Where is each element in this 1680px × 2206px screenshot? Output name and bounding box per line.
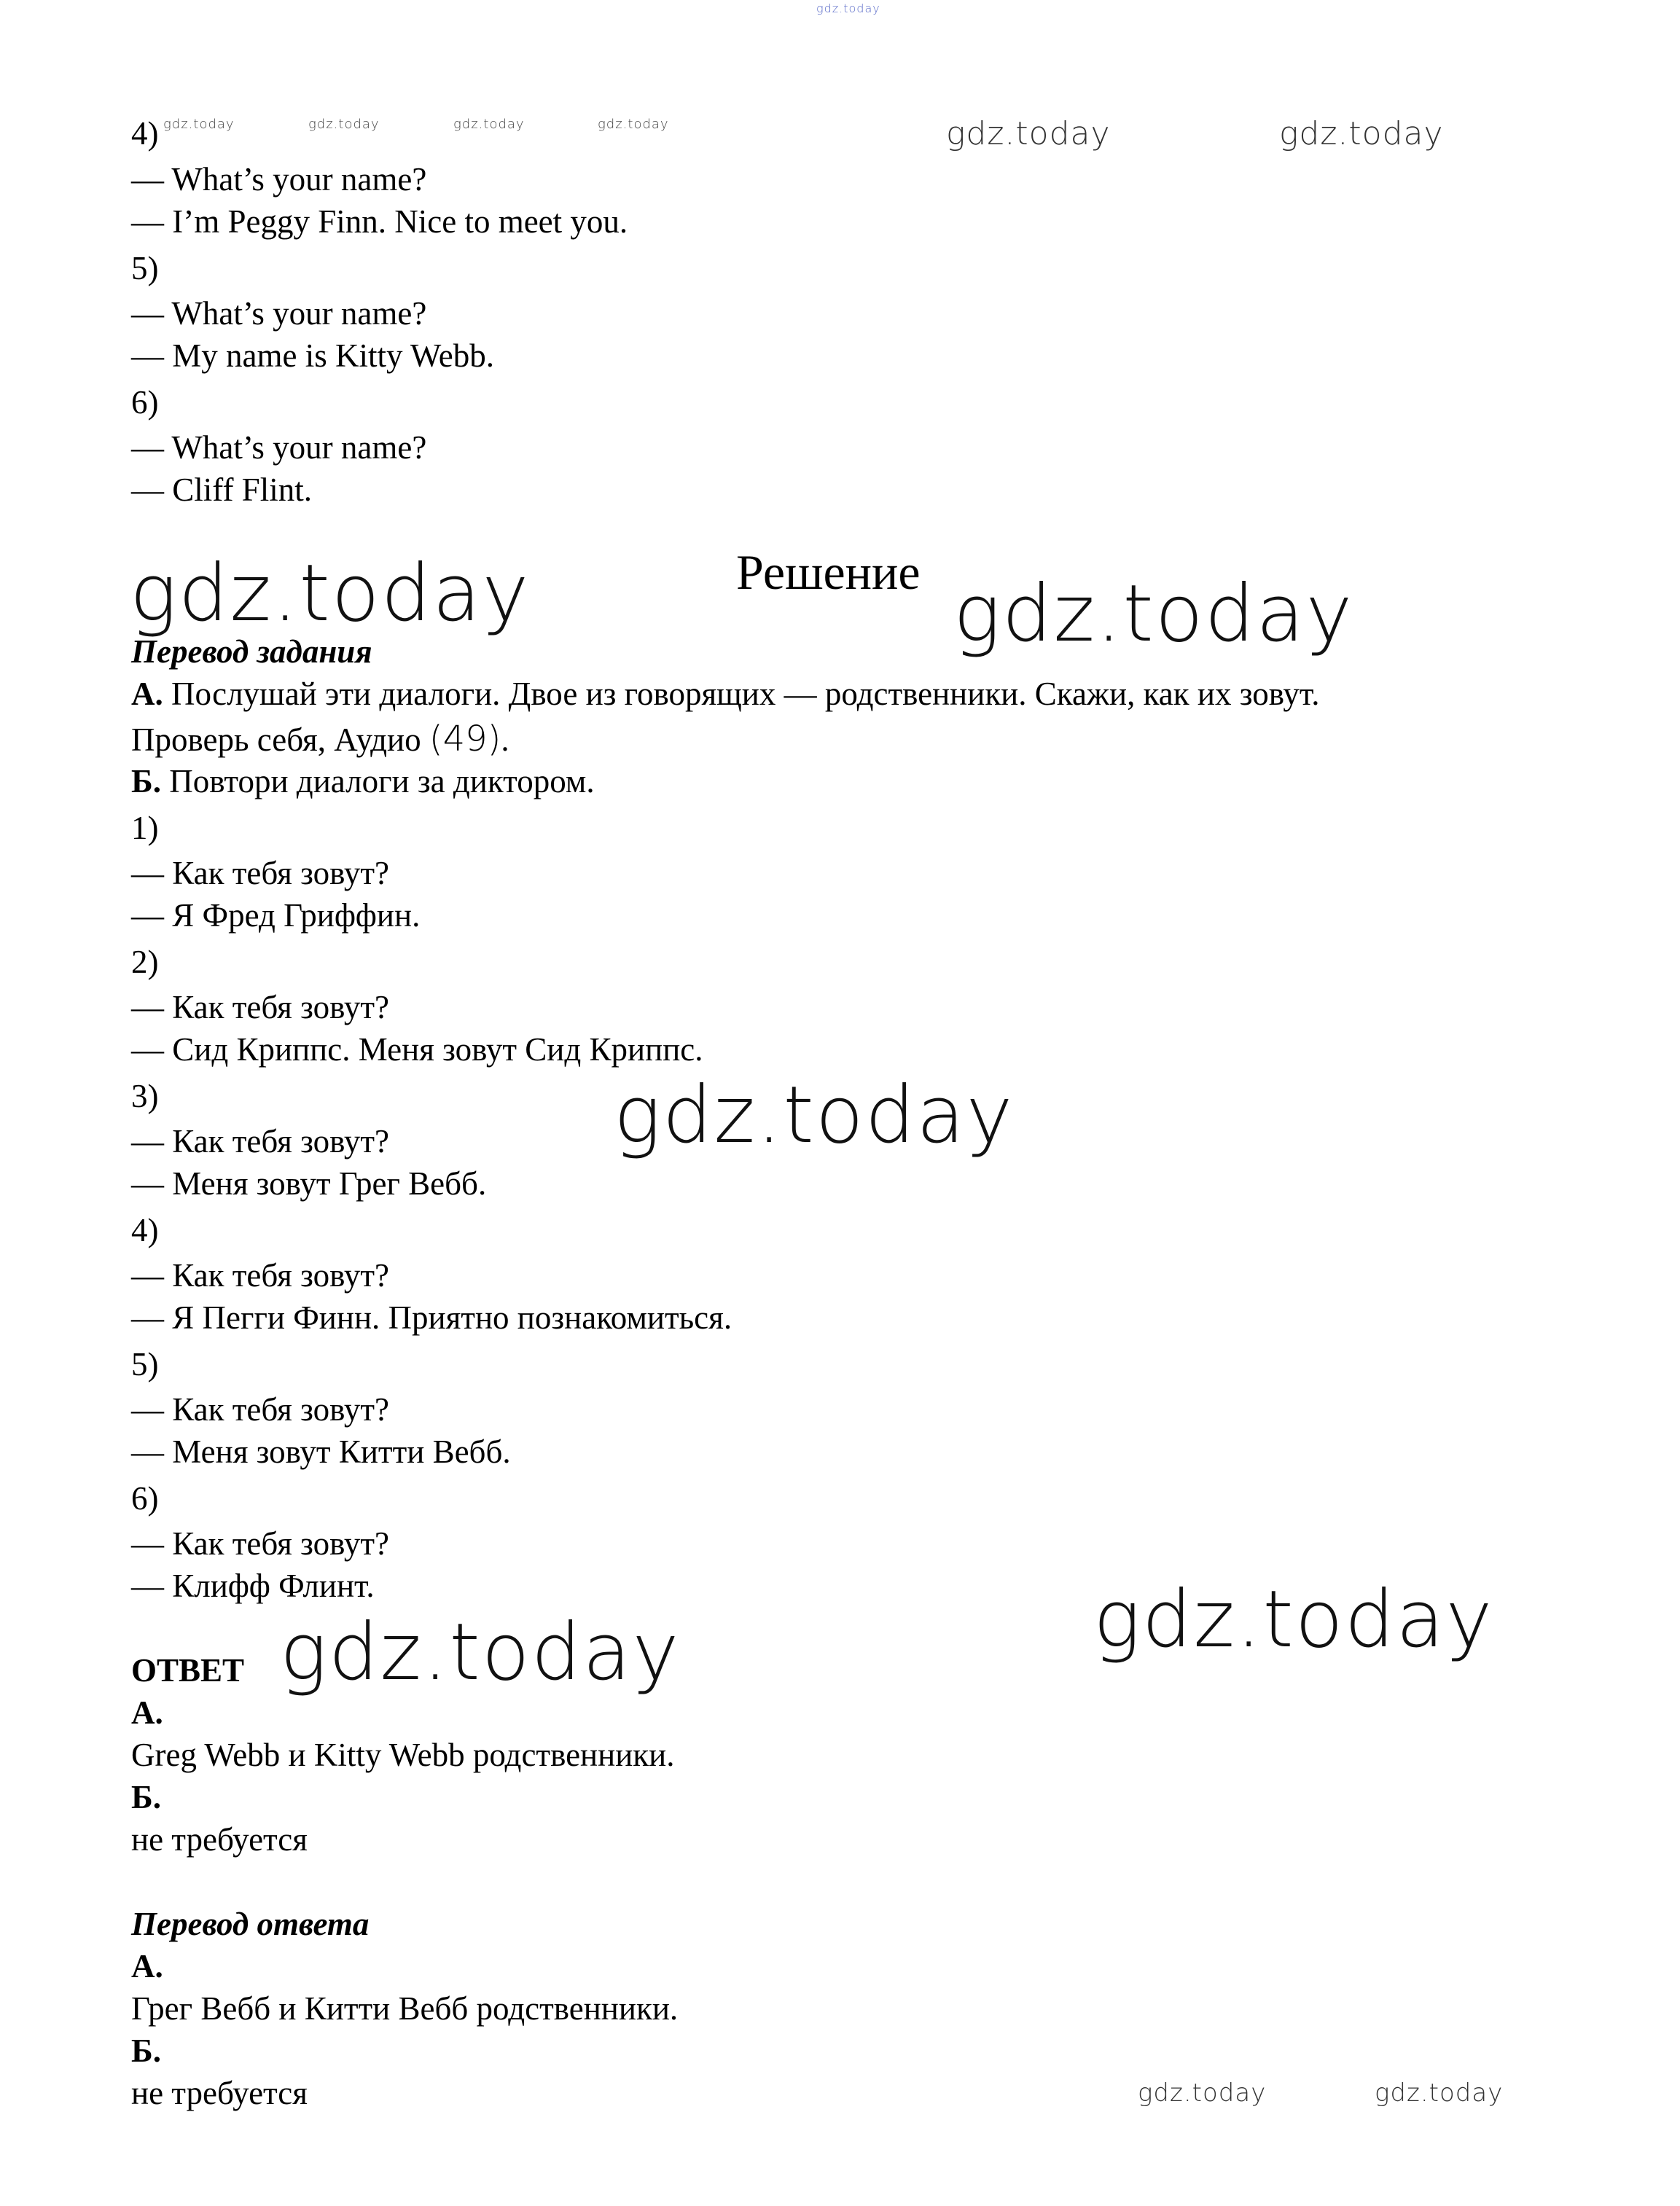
- dialogue-question: — Как тебя зовут?: [131, 989, 389, 1025]
- dialogue-number: 1): [131, 810, 159, 846]
- watermark-large-4: gdz.today: [1093, 1574, 1494, 1665]
- task-b-line: [131, 761, 595, 802]
- dialogue-question: — Как тебя зовут?: [131, 855, 389, 891]
- watermark-large-3: gdz.today: [614, 1070, 1015, 1161]
- watermark-bottom-1: gdz.today: [1138, 2078, 1267, 2108]
- answer-a-text: Greg Webb и Kitty Webb родственники.: [131, 1737, 675, 1773]
- dialogue-number: 5): [131, 1346, 159, 1382]
- watermark-medium-2: gdz.today: [1279, 115, 1444, 152]
- dialogue-answer: — Клифф Флинт.: [131, 1568, 375, 1604]
- dialogue-question: — What’s your name?: [131, 429, 427, 466]
- answer-translation-b-label: Б.: [131, 2033, 162, 2069]
- dialogue-answer: — Я Пегги Финн. Приятно познакомиться.: [131, 1299, 732, 1336]
- dialogue-number: 4): [131, 115, 159, 152]
- watermark-large-2: gdz.today: [953, 568, 1354, 660]
- answer-translation-heading: Перевод ответа: [131, 1906, 370, 1942]
- task-a-line-2: [131, 719, 509, 760]
- watermark-large-5: gdz.today: [280, 1607, 681, 1698]
- audio-number: (49): [429, 719, 501, 759]
- dialogue-question: — What’s your name?: [131, 295, 427, 332]
- answer-translation-a-text: Грег Вебб и Китти Вебб родственники.: [131, 1990, 679, 2027]
- watermark-large-1: gdz.today: [130, 548, 531, 639]
- watermark-small-1: gdz.today: [163, 117, 235, 132]
- task-a-line: [131, 673, 1319, 714]
- watermark-medium-1: gdz.today: [946, 115, 1111, 152]
- answer-heading: ОТВЕТ: [131, 1652, 245, 1689]
- watermark-bottom-2: gdz.today: [1375, 2078, 1504, 2108]
- watermark-small-2: gdz.today: [308, 117, 380, 132]
- watermark-small-4: gdz.today: [598, 117, 669, 132]
- dialogue-answer: — Сид Криппс. Меня зовут Сид Криппс.: [131, 1031, 703, 1068]
- answer-translation-b-text: не требуется: [131, 2075, 308, 2111]
- dialogue-number: 6): [131, 384, 159, 421]
- watermark-top: gdz.today: [816, 1, 880, 15]
- dialogue-answer: — Cliff Flint.: [131, 472, 312, 508]
- dialogue-question: — Как тебя зовут?: [131, 1257, 389, 1294]
- dialogue-answer: — My name is Kitty Webb.: [131, 337, 495, 374]
- answer-b-label: Б.: [131, 1779, 162, 1815]
- dialogue-question: — Как тебя зовут?: [131, 1525, 389, 1562]
- dialogue-question: — Как тебя зовут?: [131, 1123, 389, 1159]
- task-translation-heading: Перевод задания: [131, 633, 372, 670]
- task-b-label: Б.: [131, 763, 162, 799]
- dialogue-number: 5): [131, 250, 159, 286]
- task-b-text: Повтори диалоги за диктором.: [161, 763, 595, 799]
- dialogue-number: 4): [131, 1212, 159, 1248]
- dialogue-answer: — I’m Peggy Finn. Nice to meet you.: [131, 203, 628, 240]
- task-a-text-2: Проверь себя, Аудио: [131, 721, 429, 758]
- task-a-text: Послушай эти диалоги. Двое из говорящих — родственники. Скажи, как их зовут.: [163, 676, 1320, 712]
- task-a-label: А.: [131, 676, 163, 712]
- watermark-small-3: gdz.today: [453, 117, 525, 132]
- answer-a-label: А.: [131, 1694, 163, 1731]
- solution-title: Решение: [736, 544, 921, 600]
- dialogue-answer: — Меня зовут Грег Вебб.: [131, 1165, 487, 1202]
- dialogue-question: — What’s your name?: [131, 161, 427, 197]
- answer-b-text: не требуется: [131, 1821, 308, 1858]
- dialogue-number: 6): [131, 1480, 159, 1517]
- dialogue-question: — Как тебя зовут?: [131, 1391, 389, 1428]
- answer-translation-a-label: А.: [131, 1948, 163, 1984]
- dialogue-number: 2): [131, 944, 159, 980]
- task-a-text-end: .: [501, 721, 509, 758]
- dialogue-answer: — Я Фред Гриффин.: [131, 897, 421, 934]
- dialogue-number: 3): [131, 1078, 159, 1114]
- dialogue-answer: — Меня зовут Китти Вебб.: [131, 1433, 511, 1470]
